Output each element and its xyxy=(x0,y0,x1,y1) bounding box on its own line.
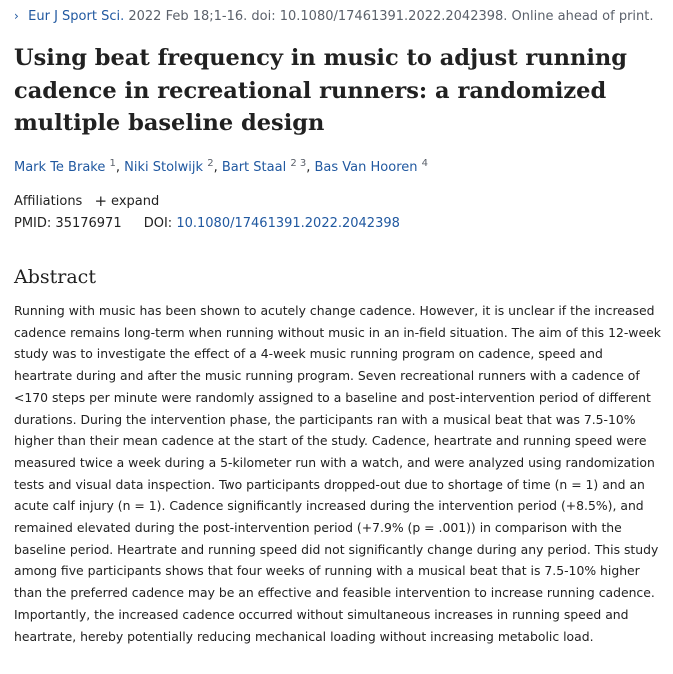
author-link[interactable]: Mark Te Brake xyxy=(14,160,106,175)
author-link[interactable]: Niki Stolwijk xyxy=(124,160,204,175)
author-affiliation-sup[interactable]: 2 xyxy=(207,158,214,169)
doi-link[interactable]: 10.1080/17461391.2022.2042398 xyxy=(176,216,400,231)
author-affiliation-sup[interactable]: 2 3 xyxy=(290,158,307,169)
identifiers-row xyxy=(14,214,400,234)
doi-label: DOI: xyxy=(143,216,173,231)
article-title: Using beat frequency in music to adjust running cadence in recreational runners: a randomized multiple baseline design xyxy=(14,45,627,136)
affiliations-label: Affiliations xyxy=(14,194,83,209)
expand-affiliations-button[interactable] xyxy=(94,194,159,209)
citation-details: 2022 Feb 18;1-16. doi: 10.1080/17461391.2022.2042398. Online ahead of print. xyxy=(124,9,654,24)
abstract-heading: Abstract xyxy=(14,266,96,288)
author-affiliation-sup[interactable]: 1 xyxy=(109,158,116,169)
plus-icon: + xyxy=(94,192,108,210)
citation-line xyxy=(14,6,654,27)
author-list: Mark Te Brake $^1$, Niki Stolwijk $^2$, Bart Staal $^{2 3}$, Bas Van Hooren $^4$ xyxy=(14,158,429,175)
author-link[interactable]: Bas Van Hooren xyxy=(314,160,418,175)
author-affiliation-sup[interactable]: 4 xyxy=(421,158,429,169)
pmid-label: PMID: xyxy=(14,216,52,231)
journal-link[interactable]: Eur J Sport Sci. xyxy=(28,9,125,24)
chevron-right-icon[interactable]: › xyxy=(14,9,19,23)
pmid-value: 35176971 xyxy=(55,216,122,231)
affiliations-row xyxy=(14,191,159,212)
abstract-text: Running with music has been shown to acutely change cadence. However, it is unclear if the increased cadence remains long-term when running without music in an in-field situation. The aim of this 12-week study was to investigate the effect of a 4-week music running program on cadence, speed and heartrate during and after the music running program. Seven recreational runners with a cadence of <170 steps per minute were randomly assigned to a baseline and post-intervention period of different durations. During the intervention phase, the participants ran with a musical beat that was 7.5-10% higher than their mean cadence at the start of the study. Cadence, heartrate and running speed were measured twice a week during a 5-kilometer run with a watch, and were analyzed using randomization tests and visual data inspection. Two participants dropped-out due to shortage of time (n = 1) and an acute calf injury (n = 1). Cadence significantly increased during the intervention period (+8.5%), and remained elevated during the post-intervention period (+7.9% (p = .001)) in comparison with the baseline period. Heartrate and running speed did not significantly change during any period. This study among five participants shows that four weeks of running with a musical beat that is 7.5-10% higher than the preferred cadence may be an effective and feasible intervention to increase running cadence. Importantly, the increased cadence occurred without simultaneous increases in running speed and heartrate, hereby potentially reducing mechanical loading without increasing metabolic load. xyxy=(14,303,661,644)
author-link[interactable]: Bart Staal xyxy=(221,160,287,175)
expand-label: expand xyxy=(111,194,160,209)
